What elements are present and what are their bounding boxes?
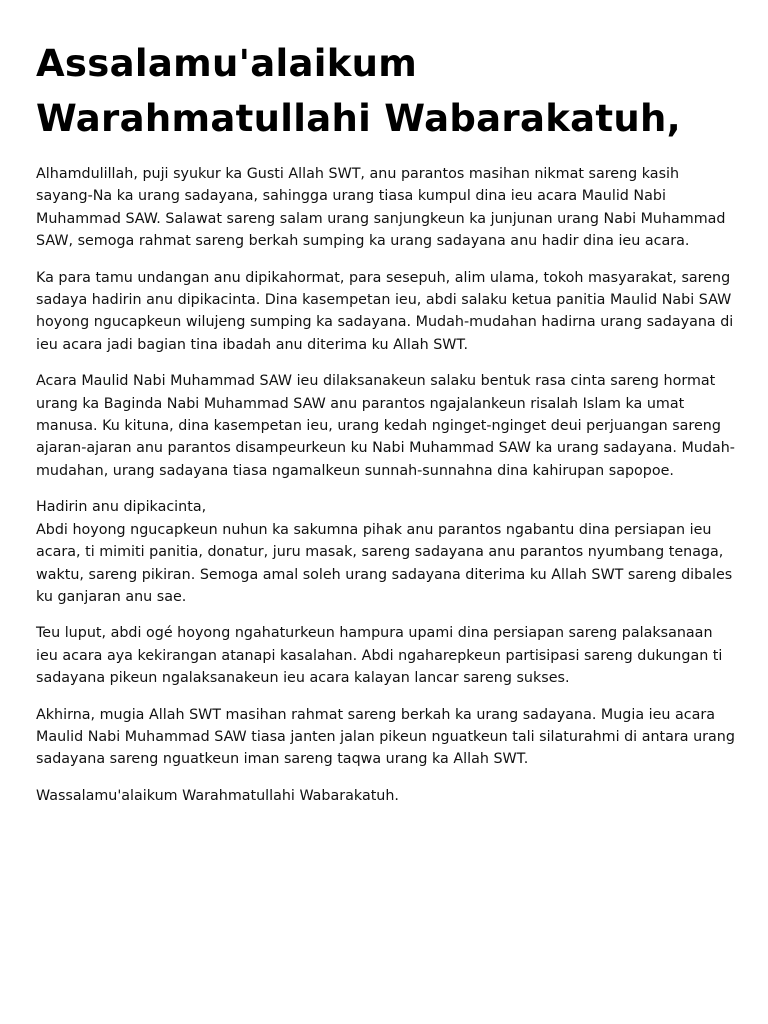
document-body <box>36 163 736 807</box>
page-title-line-1: Assalamu'alaikum <box>36 42 418 85</box>
page-title-line-2: Warahmatullahi Wabarakatuh, <box>36 97 682 140</box>
paragraph-farewell: Wassalamu'alaikum Warahmatullahi Wabarakatuh. <box>36 787 399 804</box>
page-title <box>36 36 736 146</box>
paragraph-welcome: Ka para tamu undangan anu dipikahormat, para sesepuh, alim ulama, tokoh masyarakat, sareng sadaya hadirin anu dipikacinta. Dina kasempetan ieu, abdi salaku ketua panitia Maulid Nabi SAW hoyong ngucapkeun wilujeng sumping ka sadayana. Mudah-mudahan hadirna urang sadayana di ieu acara jadi bagian tina ibadah anu diterima ku Allah SWT. <box>36 269 734 353</box>
paragraph-closing: Akhirna, mugia Allah SWT masihan rahmat sareng berkah ka urang sadayana. Mugia ieu acara Maulid Nabi Muhammad SAW tiasa janten jalan pikeun nguatkeun tali silaturahmi di antara urang sadayana sareng nguatkeun iman sareng taqwa urang ka Allah SWT. <box>36 706 735 768</box>
paragraph-thanks-body: Abdi hoyong ngucapkeun nuhun ka sakumna pihak anu parantos ngabantu dina persiapan ieu acara, ti mimiti panitia, donatur, juru masak, sareng sadayana anu parantos nyumbang tenaga, waktu, sareng pikiran. Semoga amal soleh urang sadayana diterima ku Allah SWT sareng dibales ku ganjaran anu sae. <box>36 521 733 605</box>
paragraph-purpose: Acara Maulid Nabi Muhammad SAW ieu dilaksanakeun salaku bentuk rasa cinta sareng hormat urang ka Baginda Nabi Muhammad SAW anu parantos ngajalankeun risalah Islam ka umat manusa. Ku kituna, dina kasempetan ieu, urang kedah nginget-nginget deui perjuangan sareng ajaran-ajaran anu parantos disampeurkeun ku Nabi Muhammad SAW ka urang sadayana. Mudah-mudahan, urang sadayana tiasa ngamalkeun sunnah-sunnahna dina kahirupan sapopoe. <box>36 373 735 479</box>
paragraph-thanks-salutation: Hadirin anu dipikacinta, <box>36 499 207 516</box>
document-page <box>36 36 736 821</box>
paragraph-apology: Teu luput, abdi ogé hoyong ngahaturkeun hampura upami dina persiapan sareng palaksanaan ieu acara aya kekirangan atanapi kasalahan. Abdi ngaharepkeun partisipasi sareng dukungan ti sadayana pikeun ngalaksanakeun ieu acara kalayan lancar sareng sukses. <box>36 625 723 687</box>
paragraph-thanks <box>36 496 736 608</box>
paragraph-opening: Alhamdulillah, puji syukur ka Gusti Allah SWT, anu parantos masihan nikmat sareng kasih sayang-Na ka urang sadayana, sahingga urang tiasa kumpul dina ieu acara Maulid Nabi Muhammad SAW. Salawat sareng salam urang sanjungkeun ka junjunan urang Nabi Muhammad SAW, semoga rahmat sareng berkah sumping ka urang sadayana anu hadir dina ieu acara. <box>36 166 726 250</box>
